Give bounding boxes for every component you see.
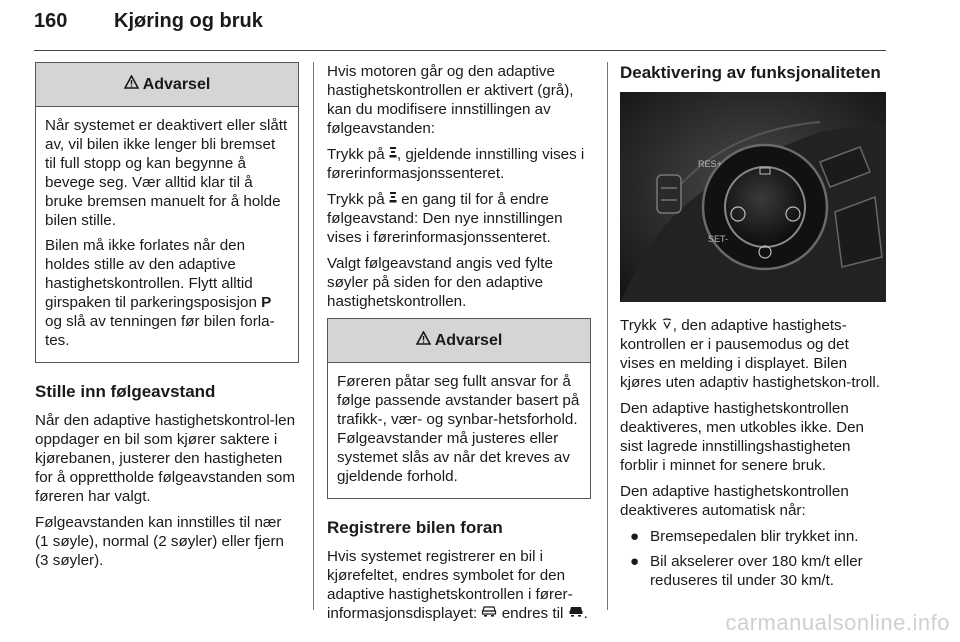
- list-item: ● Bremsepedalen blir trykket inn.: [630, 528, 859, 545]
- acc-symbol-icon: [481, 604, 497, 623]
- section-heading-deactivation: Deaktivering av funksjonaliteten: [620, 63, 881, 82]
- column-1: [35, 62, 299, 577]
- warning-header: [328, 319, 590, 363]
- page-number: 160: [34, 10, 68, 32]
- chapter-title: Kjøring og bruk: [114, 10, 263, 32]
- body-text: Følgeavstanden kan innstilles til nær (1 søyle), normal (2 søyler) eller fjern (3 søyler).: [35, 514, 284, 569]
- warning-box: [327, 318, 591, 499]
- bullet-list: [620, 527, 886, 590]
- page-header: [34, 10, 886, 50]
- warning-triangle-icon: [416, 319, 431, 362]
- warning-title: Advarsel: [434, 332, 503, 349]
- section-heading-following-distance: Stille inn følgeavstand: [35, 382, 216, 401]
- distance-button-icon: [389, 145, 397, 164]
- body-text: Hvis motoren går og den adaptive hastighetskontrollen er aktivert (grå), kan du modifisere innstillingen av følgeavstanden:: [327, 63, 574, 137]
- res-label: RES+: [698, 159, 722, 169]
- body-text: Hvis systemet registrerer en bil i kjørefeltet, endres symbolet for den adaptive hastighetskontrollen i fører-informasjonsdisplayet: endres til .: [327, 548, 588, 622]
- warning-text-1: Når systemet er deaktivert eller slått av, vil bilen ikke lenger bli bremset til full stopp og kan begynne å bevege seg. Vær alltid klar til å bruke bremsen manuelt for å holde bilen stille.: [45, 117, 288, 229]
- warning-title: Advarsel: [142, 76, 211, 93]
- body-text: Valgt følgeavstand angis ved fylte søyler på siden for den adaptive hastighetskontrollen.: [327, 255, 553, 310]
- warning-header: [36, 63, 298, 107]
- column-2: [327, 62, 591, 630]
- column-divider: [607, 62, 608, 610]
- warning-text-2: Bilen må ikke forlates når den holdes stille av den adaptive hastighetskontrollen. Flytt alltid girspaken til parkeringsposisjon P og slå av tenningen før bilen forla-tes.: [45, 237, 275, 349]
- set-label: SET-: [708, 234, 729, 244]
- body-text: Den adaptive hastighetskontrollen deaktiveres automatisk når:: [620, 483, 849, 519]
- acc-pause-button-icon: [661, 316, 673, 335]
- header-rule: [34, 50, 886, 51]
- body-text: Trykk på , gjeldende innstilling vises i førerinformasjonssenteret.: [327, 146, 585, 182]
- body-text: Trykk på en gang til for å endre følgeavstand: Den nye innstillingen vises i førerinformasjonssenteret.: [327, 191, 563, 246]
- column-divider: [313, 62, 314, 610]
- body-text: Trykk , den adaptive hastighets-kontrollen er i pausemodus og det vises en melding i displayet. Bilen kjøres uten adaptiv hastighetskon-troll.: [620, 317, 881, 391]
- watermark[interactable]: carmanualsonline.info: [725, 610, 950, 635]
- acc-vehicle-detected-icon: [568, 604, 584, 623]
- warning-text: Føreren påtar seg fullt ansvar for å følge passende avstander basert på trafikk-, vær- og synbar-hetsforhold. Følgeavstander må justeres eller systemet slås av når det kreves av gjeldende forhold.: [337, 373, 580, 485]
- distance-button-icon: [389, 190, 397, 209]
- warning-triangle-icon: [124, 63, 139, 106]
- section-heading-detect-vehicle: Registrere bilen foran: [327, 518, 503, 537]
- list-item: ● Bil akselerer over 180 km/t eller reduseres til under 30 km/t.: [630, 553, 863, 589]
- body-text: Den adaptive hastighetskontrollen deaktiveres, men utkobles ikke. Den sist lagrede innstillingshastigheten forblir i minnet for senere bruk.: [620, 400, 864, 474]
- warning-box: [35, 62, 299, 363]
- body-text: Når den adaptive hastighetskontrol-len oppdager en bil som kjører saktere i kjørebanen, justerer den hastigheten for å opprettholde følgeavstanden som føreren har valgt.: [35, 412, 296, 505]
- steering-wheel-controls-photo: [620, 92, 886, 302]
- column-3: [620, 62, 886, 596]
